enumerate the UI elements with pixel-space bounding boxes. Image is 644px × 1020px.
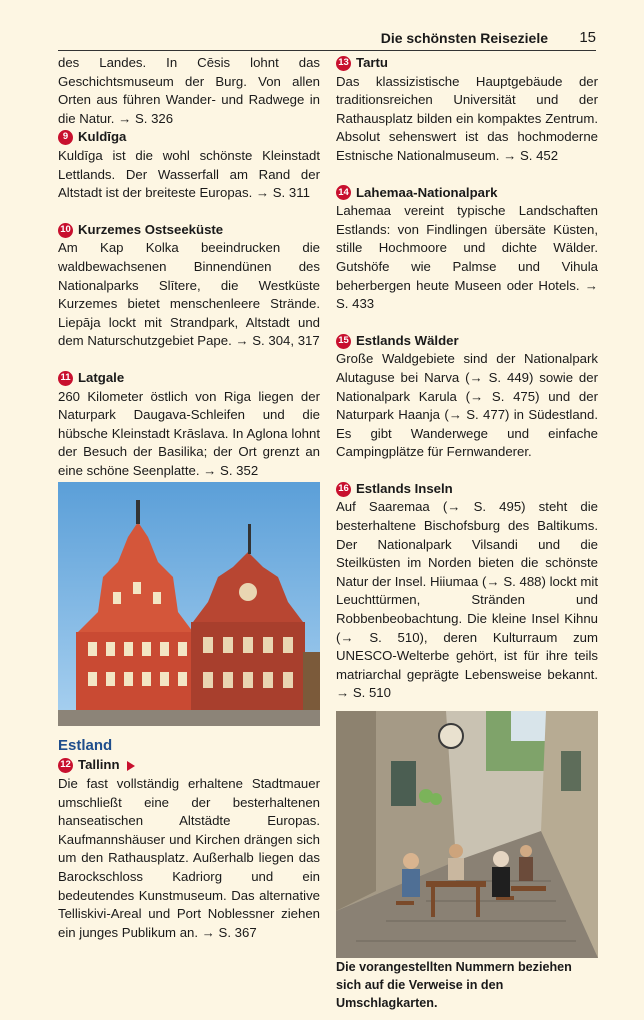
entry-text: Das klassizistische Hauptgebäude der traditionsreichen Universität und der Rathausplatz bilden ein kompaktes Zentrum. Absolut sehenswert ist das hochmoderne Estnische Nationalmuseum. → S. 452 [336,73,598,163]
tallinn-street-cafe-photo [336,711,598,958]
entry-title: Tartu [356,55,388,70]
entry-kuldiga [58,128,320,202]
number-badge: 10 [58,223,73,238]
number-badge: 12 [58,758,73,773]
entry-title: Estlands Wälder [356,332,459,348]
number-badge: 13 [336,56,351,71]
photo-caption: Die vorangestellten Nummern beziehen sich auf die Verweise in den Umschlagkarten. [336,960,572,1010]
entry-text: Lahemaa vereint typische Landschaften Estlands: von Findlingen übersäte Küsten, stille Hochmoore und dichte Wälder. Gutshöfe wie Palmse und Vihula beherbergen heute Museen oder Hotels. → S. 433 [336,203,598,312]
highlight-triangle-icon [127,761,135,771]
entry-title: Tallinn [78,757,120,773]
entry-tartu [336,54,598,166]
number-badge: 14 [336,185,351,200]
entry-lahemaa [336,184,598,314]
entry-title: Estlands Inseln [356,480,453,496]
number-badge: 16 [336,482,351,497]
entry-text: 260 Kilometer östlich von Riga liegen der Naturpark Daugava-Schleifen und die hübsche Kleinstadt Krāslava. In Aglona lohnt der Besuch der Basilika; der Ort grenzt an eine schöne Seenplatte. → S. 352 [58,388,320,478]
entry-latgale [58,369,320,481]
entry-title: Kurzemes Ostseeküste [78,221,224,237]
intro-paragraph: des Landes. In Cēsis lohnt das Geschichtsmuseum der Burg. Von allen Orten aus führen Wander- und Radwege in die Natur. → S. 326 [58,55,320,126]
number-badge: 11 [58,371,73,386]
page-number: 15 [579,29,596,46]
entry-text: Die fast vollständig erhaltene Stadtmauer umschließt eine der besterhaltenen hanseatischen Altstädte Europas. Kaufmannshäuser und Kirchen drängen sich um den Rathausplatz. Außerhalb liegen das Barockschloss Kadriorg und ein bedeutendes Kunstmuseum. Das alternative Telliskivi-Areal und Port Noblessner ziehen ein junges Publikum an. → S. 367 [58,776,320,940]
entry-title: Kuldīga [78,129,127,145]
entry-kurzemes [58,221,320,351]
entry-text: Große Waldgebiete sind der Nationalpark Alutaguse bei Narva (→ S. 449) sowie der Nationalpark Karula (→ S. 475) und der Naturpark Haanja (→ S. 477) in Südestland. Es gibt Wanderwege und einfache Campingplätze für Fernwanderer. [336,351,598,460]
left-column [58,54,320,942]
running-header [58,28,596,51]
entry-text: Kuldīga ist die wohl schönste Kleinstadt Lettlands. Der Wasserfall am Rand der Altstadt ist der breiteste Europas. → S. 311 [58,147,320,201]
entry-tallinn [58,756,320,942]
region-heading-estland: Estland [58,737,113,755]
house-of-blackheads-photo [58,482,320,726]
section-title: Die schönsten Reiseziele [380,30,548,46]
entry-title: Lahemaa-Nationalpark [356,184,498,200]
number-badge: 15 [336,334,351,349]
entry-text: Auf Saaremaa (→ S. 495) steht die besterhaltene Bischofsburg des Baltikums. Der Nationalpark Vilsandi und die Steilküsten im Norden bieten die schönste Natur der Insel. Hiiumaa (→ S. 488) lockt mit Leuchttürmen, Stränden und Robbenbeobachtung. Die kleine Insel Kihnu (→ S. 510), deren Kulturraum zum UNESCO-Welterbe gehört, ist für ihre teils matriarchal geprägte Lebensweise bekannt. → S. 510 [336,499,598,701]
entry-title: Latgale [78,369,125,385]
number-badge: 9 [58,130,73,145]
entry-inseln [336,480,598,703]
right-column [336,54,598,1012]
entry-text: Am Kap Kolka beeindrucken die waldbewachsenen Binnendünen des Nationalparks Slītere, die Westküste Kurzemes bietet menschenleere Strände. Liepāja lockt mit Strandpark, Altstadt und dem Naturschutzgebiet Pape. → S. 304, 317 [58,240,320,349]
entry-waelder [336,332,598,462]
